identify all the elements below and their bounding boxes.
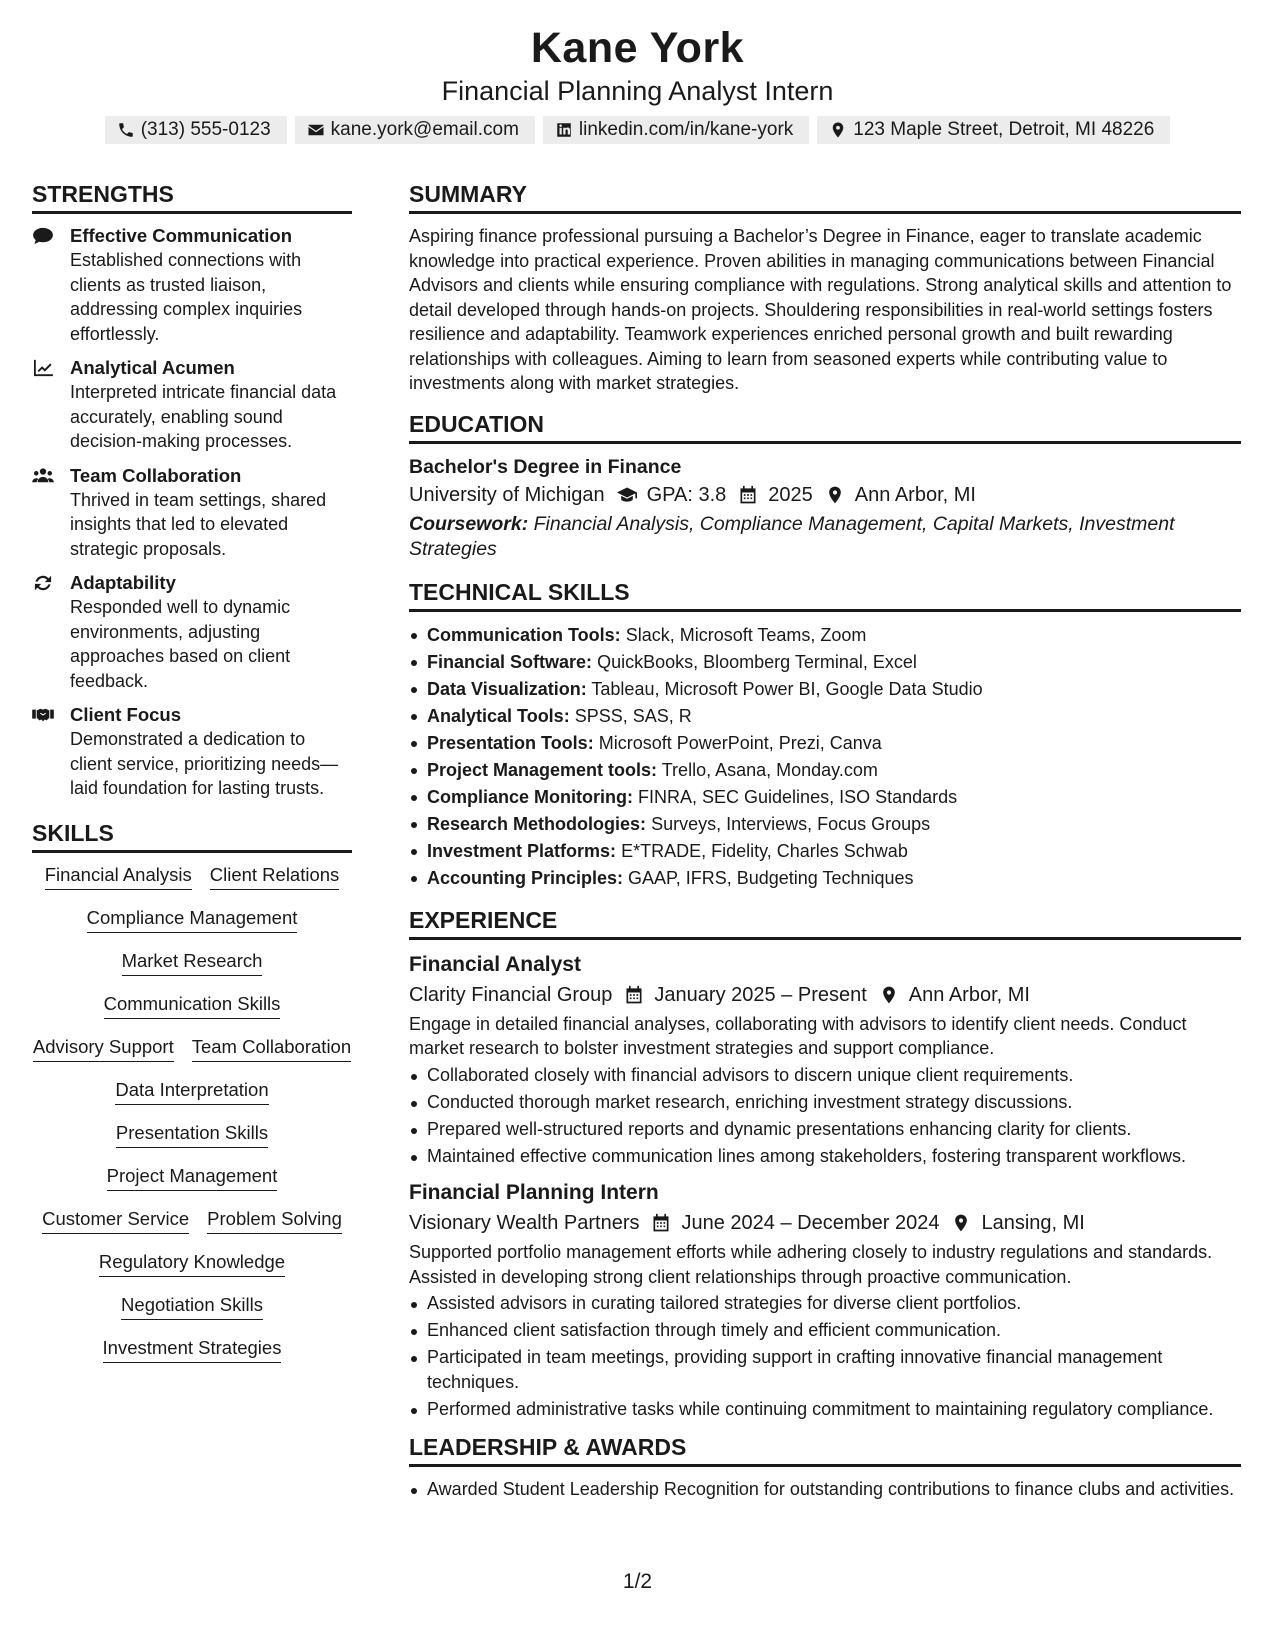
calendar-icon <box>738 485 758 505</box>
strength-desc: Thrived in team settings, shared insights that led to elevated strategic proposals. <box>70 489 327 559</box>
technical-skill-label: Investment Platforms: <box>427 840 617 861</box>
education-location: Ann Arbor, MI <box>854 483 976 506</box>
technical-skill-item <box>409 865 1241 892</box>
speech-bubble-icon <box>32 227 54 245</box>
technical-skill-item <box>409 757 1241 784</box>
linkedin-icon <box>555 121 573 139</box>
map-pin-icon <box>825 485 845 505</box>
line-chart-icon <box>32 359 54 377</box>
skill-tag: Regulatory Knowledge <box>99 1250 285 1277</box>
strength-item <box>32 571 352 693</box>
technical-skills-list <box>409 622 1241 892</box>
education-heading: EDUCATION <box>409 410 1241 444</box>
coursework-label: Coursework: <box>409 512 529 535</box>
graduation-cap-icon <box>617 485 637 505</box>
strengths-heading: STRENGTHS <box>32 180 352 214</box>
summary-text: Aspiring finance professional pursuing a Bachelor’s Degree in Finance, eager to translate academic knowledge into practical experience. Proven abilities in managing communications between Financial Advisors and clients while ensuring compliance with regulations. Strong analytical skills and attention to detail developed through hands-on projects. Shouldering responsibilities in real-world settings fosters resilience and adaptability. Teamwork experiences enriched personal growth and built rewarding relationships with colleagues. Aiming to learn from seasoned experts while contributing value to investments along with market strategies. <box>409 226 1232 393</box>
strength-title: Adaptability <box>70 572 176 593</box>
job-bullet: Prepared well-structured reports and dynamic presentations enhancing clarity for clients. <box>409 1117 1241 1142</box>
job-company: Clarity Financial Group <box>409 983 613 1006</box>
technical-skill-item <box>409 676 1241 703</box>
summary-heading: SUMMARY <box>409 180 1241 214</box>
strength-title: Team Collaboration <box>70 464 242 486</box>
technical-skill-label: Presentation Tools: <box>427 732 594 753</box>
contact-address-text: 123 Maple Street, Detroit, MI 48226 <box>853 119 1155 140</box>
technical-skill-value: Slack, Microsoft Teams, Zoom <box>625 624 867 645</box>
leadership-heading: LEADERSHIP & AWARDS <box>409 1433 1241 1467</box>
page-number: 1/2 <box>622 1570 653 1593</box>
job-meta <box>409 1208 1241 1238</box>
job-location: Ann Arbor, MI <box>908 983 1030 1006</box>
strength-desc: Demonstrated a dedication to client service, prioritizing needs—laid foundation for lasting trusts. <box>70 729 339 798</box>
skills-heading: SKILLS <box>32 819 352 853</box>
coursework-list: Financial Analysis, Compliance Management, Capital Markets, Investment Strategies <box>409 512 1175 560</box>
technical-skill-label: Accounting Principles: <box>427 867 624 888</box>
contact-phone-text: (313) 555-0123 <box>140 119 271 140</box>
skill-tag: Team Collaboration <box>192 1035 351 1062</box>
job-description: Supported portfolio management efforts while adhering closely to industry regulations and standards. Assisted in developing strong client relationships through proactive communication. <box>409 1242 1213 1287</box>
contact-email-text: kane.york@email.com <box>330 119 519 140</box>
job-title: Financial Planning Intern <box>409 1181 659 1204</box>
skill-tag: Customer Service <box>42 1207 189 1234</box>
job-company: Visionary Wealth Partners <box>409 1212 640 1234</box>
technical-skill-value: QuickBooks, Bloomberg Terminal, Excel <box>597 651 917 672</box>
calendar-icon <box>624 985 644 1005</box>
technical-skill-value: Trello, Asana, Monday.com <box>661 759 878 780</box>
contact-email[interactable] <box>295 116 535 144</box>
job-bullet: Performed administrative tasks while continuing commitment to maintaining regulatory compliance. <box>409 1397 1241 1422</box>
technical-skills-heading: TECHNICAL SKILLS <box>409 578 1241 612</box>
technical-skill-label: Financial Software: <box>427 651 593 672</box>
strength-item <box>32 703 352 801</box>
right-column <box>409 180 1241 1504</box>
strength-title: Client Focus <box>70 704 182 725</box>
strength-desc: Established connections with clients as trusted liaison, addressing complex inquiries effortlessly. <box>70 250 303 344</box>
education-degree: Bachelor's Degree in Finance <box>409 455 682 478</box>
skill-tag: Presentation Skills <box>116 1121 268 1148</box>
technical-skill-value: Microsoft PowerPoint, Prezi, Canva <box>598 732 882 753</box>
job-bullets <box>409 1063 1241 1169</box>
map-pin-icon <box>829 121 847 139</box>
skill-tag: Communication Skills <box>104 992 281 1019</box>
candidate-name: Kane York <box>530 24 745 72</box>
calendar-icon <box>651 1213 671 1233</box>
skill-tag: Financial Analysis <box>45 863 192 890</box>
users-icon <box>32 467 54 485</box>
job-bullet: Assisted advisors in curating tailored strategies for diverse client portfolios. <box>409 1291 1241 1316</box>
job-dates: June 2024 – December 2024 <box>681 1212 940 1234</box>
education-meta <box>409 480 1241 510</box>
strength-item <box>32 464 352 562</box>
contact-bar <box>0 116 1275 144</box>
technical-skill-item <box>409 730 1241 757</box>
job-dates: January 2025 – Present <box>654 983 867 1006</box>
strength-item <box>32 356 352 454</box>
leadership-item: Awarded Student Leadership Recognition for outstanding contributions to finance clubs and activities. <box>409 1477 1241 1502</box>
skill-tag: Data Interpretation <box>115 1078 268 1105</box>
job-entry <box>409 950 1241 1169</box>
skill-tag: Compliance Management <box>87 906 298 933</box>
phone-icon <box>117 121 135 139</box>
contact-phone[interactable] <box>105 116 287 144</box>
strength-title: Analytical Acumen <box>70 357 235 378</box>
skill-tag: Client Relations <box>210 863 340 890</box>
job-meta <box>409 980 1241 1010</box>
contact-address <box>817 116 1170 144</box>
strength-desc: Interpreted intricate financial data accurately, enabling sound decision-making processes. <box>70 382 337 451</box>
technical-skill-value: FINRA, SEC Guidelines, ISO Standards <box>638 786 958 807</box>
strength-desc: Responded well to dynamic environments, adjusting approaches based on client feedback. <box>70 597 291 691</box>
education-school: University of Michigan <box>409 483 605 506</box>
job-bullet: Conducted thorough market research, enriching investment strategy discussions. <box>409 1090 1241 1115</box>
technical-skill-item <box>409 622 1241 649</box>
education-gpa: GPA: 3.8 <box>646 483 727 506</box>
technical-skill-value: Tableau, Microsoft Power BI, Google Data Studio <box>591 678 983 699</box>
skill-tag: Negotiation Skills <box>121 1293 263 1320</box>
skill-tag: Market Research <box>122 949 263 976</box>
technical-skill-label: Project Management tools: <box>427 759 658 780</box>
education-coursework <box>409 512 1241 562</box>
skills-list <box>32 863 352 1363</box>
job-bullet: Collaborated closely with financial advisors to discern unique client requirements. <box>409 1063 1241 1088</box>
job-bullet: Maintained effective communication lines among stakeholders, fostering transparent workflows. <box>409 1144 1241 1169</box>
job-bullets <box>409 1291 1241 1421</box>
map-pin-icon <box>951 1213 971 1233</box>
strength-title: Effective Communication <box>70 225 293 246</box>
technical-skill-item <box>409 649 1241 676</box>
technical-skill-item <box>409 838 1241 865</box>
skill-tag: Problem Solving <box>207 1207 342 1234</box>
job-bullet: Participated in team meetings, providing support in crafting innovative financial management techniques. <box>409 1345 1241 1394</box>
technical-skill-item <box>409 784 1241 811</box>
technical-skill-value: E*TRADE, Fidelity, Charles Schwab <box>621 840 908 861</box>
technical-skill-label: Communication Tools: <box>427 624 621 645</box>
job-title: Financial Analyst <box>409 952 581 976</box>
technical-skill-item <box>409 811 1241 838</box>
technical-skill-label: Analytical Tools: <box>427 705 570 726</box>
technical-skill-label: Compliance Monitoring: <box>427 786 633 807</box>
candidate-title: Financial Planning Analyst Intern <box>441 76 834 106</box>
left-column <box>32 180 352 1363</box>
education-year: 2025 <box>768 483 813 506</box>
sync-icon <box>32 574 54 592</box>
technical-skill-value: SPSS, SAS, R <box>574 705 692 726</box>
contact-linkedin-text: linkedin.com/in/kane-york <box>578 119 794 140</box>
technical-skill-item <box>409 703 1241 730</box>
skill-tag: Advisory Support <box>33 1035 174 1062</box>
strength-item <box>32 224 352 346</box>
skill-tag: Investment Strategies <box>103 1336 282 1363</box>
leadership-list <box>409 1477 1241 1502</box>
resume-header <box>0 22 1275 144</box>
technical-skill-label: Data Visualization: <box>427 678 587 699</box>
handshake-icon <box>32 706 54 724</box>
technical-skill-value: GAAP, IFRS, Budgeting Techniques <box>628 867 914 888</box>
job-location: Lansing, MI <box>981 1212 1085 1234</box>
contact-linkedin[interactable] <box>543 116 809 144</box>
skill-tag: Project Management <box>107 1164 278 1191</box>
job-entry <box>409 1178 1241 1421</box>
map-pin-icon <box>879 985 899 1005</box>
job-bullet: Enhanced client satisfaction through timely and efficient communication. <box>409 1318 1241 1343</box>
job-description: Engage in detailed financial analyses, collaborating with advisors to identify client needs. Conduct market research to bolster investment strategies and support compliance. <box>409 1013 1187 1058</box>
envelope-icon <box>307 121 325 139</box>
experience-heading: EXPERIENCE <box>409 906 1241 940</box>
experience-list <box>409 950 1241 1422</box>
technical-skill-value: Surveys, Interviews, Focus Groups <box>651 813 931 834</box>
technical-skill-label: Research Methodologies: <box>427 813 647 834</box>
